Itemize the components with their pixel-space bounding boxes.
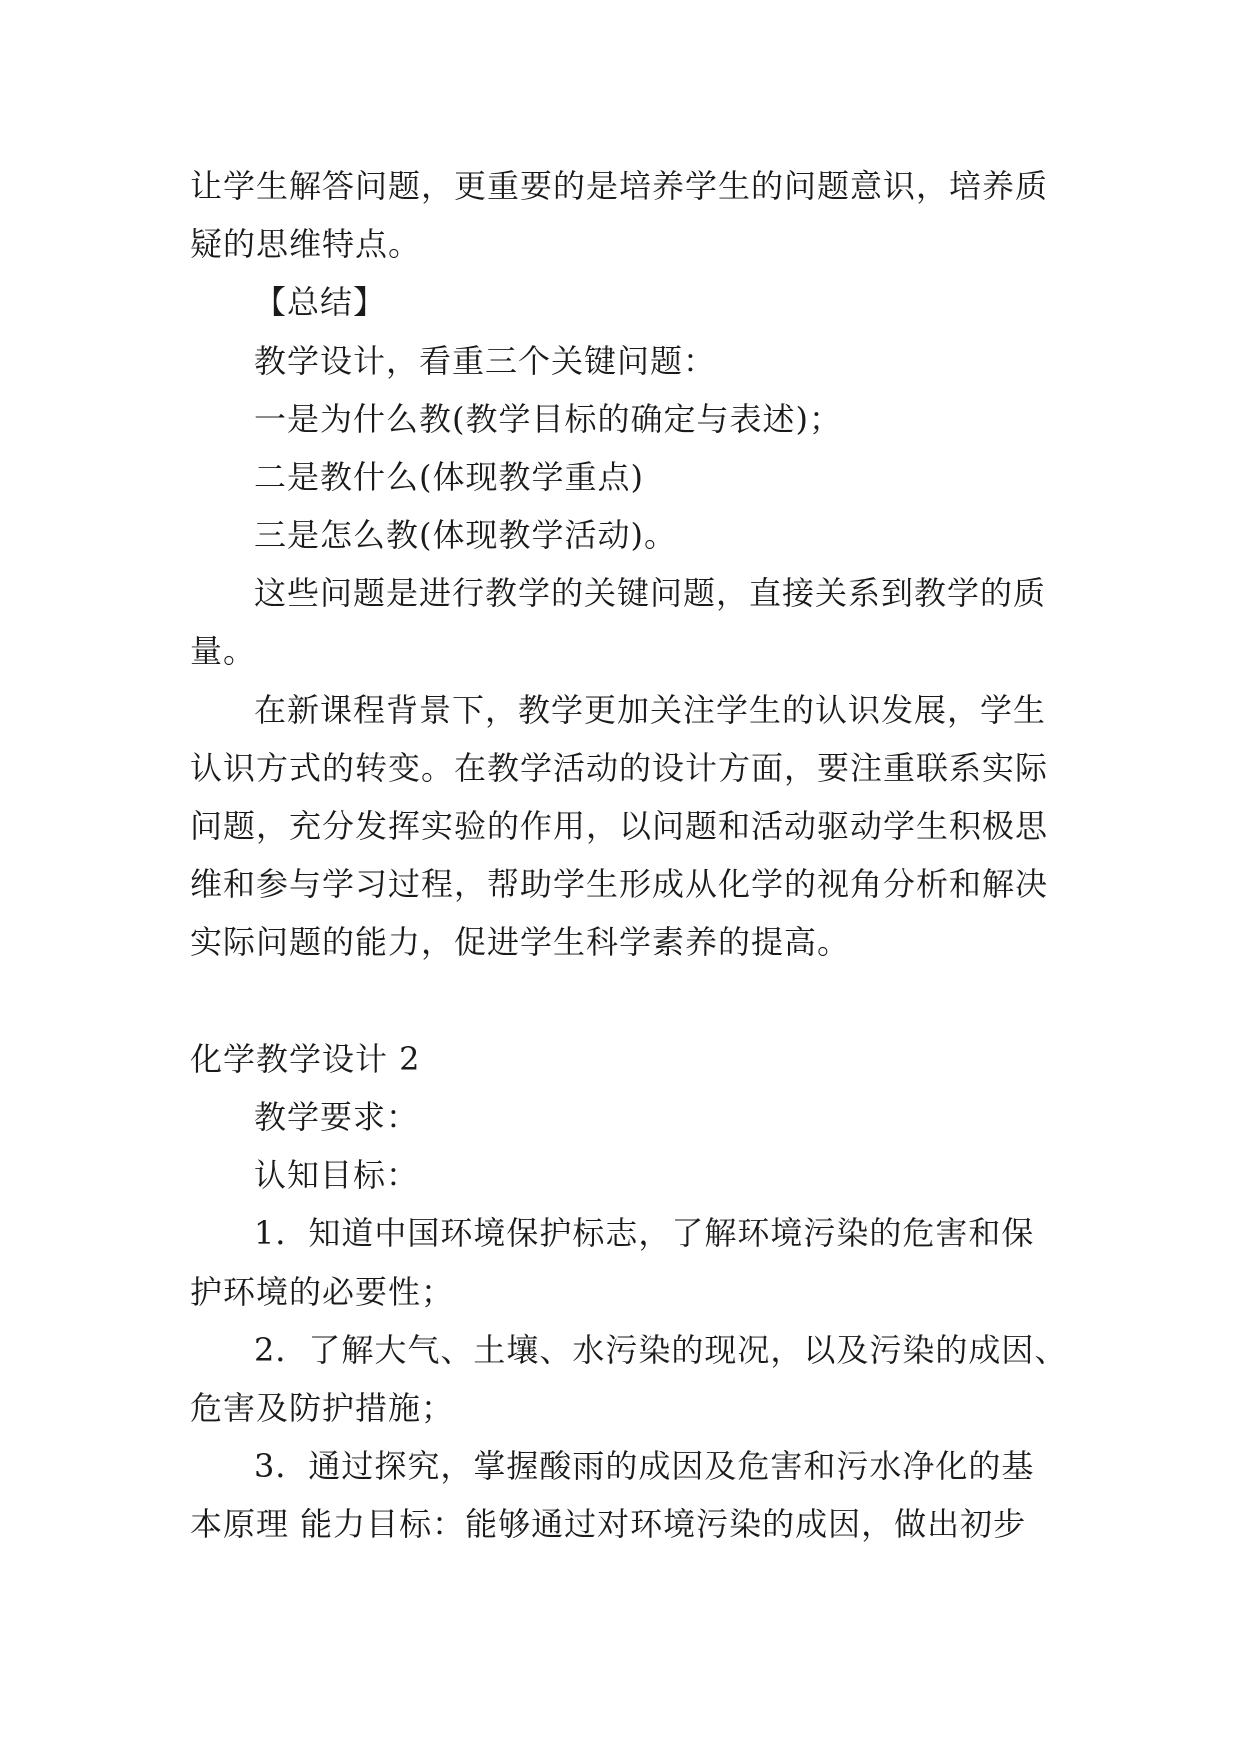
paragraph-line: 本原理 能力目标：能够通过对环境污染的成因，做出初步 [190, 1505, 1027, 1543]
list-item: 3．通过探究，掌握酸雨的成因及危害和污水净化的基 [254, 1447, 1035, 1485]
paragraph-line: 这些问题是进行教学的关键问题，直接关系到教学的质 [254, 574, 1047, 612]
paragraph-line: 在新课程背景下，教学更加关注学生的认识发展，学生 [254, 691, 1047, 729]
paragraph-line: 认识方式的转变。在教学活动的设计方面，要注重联系实际 [190, 749, 1049, 787]
paragraph-line: 教学要求： [254, 1098, 420, 1136]
list-item: 二是教什么(体现教学重点) [254, 458, 644, 496]
paragraph-line: 疑的思维特点。 [190, 225, 422, 263]
paragraph-line: 实际问题的能力，促进学生科学素养的提高。 [190, 923, 851, 961]
paragraph-line: 让学生解答问题，更重要的是培养学生的问题意识，培养质 [190, 167, 1049, 205]
section-title: 化学教学设计 2 [190, 1040, 421, 1078]
paragraph-line: 认知目标： [254, 1156, 420, 1194]
paragraph-line: 维和参与学习过程，帮助学生形成从化学的视角分析和解决 [190, 865, 1049, 903]
list-item: 2．了解大气、土壤、水污染的现况，以及污染的成因、 [254, 1331, 1068, 1369]
paragraph-line: 危害及防护措施； [190, 1389, 455, 1427]
paragraph-line: 教学设计，看重三个关键问题： [254, 342, 717, 380]
paragraph-line: 问题，充分发挥实验的作用，以问题和活动驱动学生积极思 [190, 807, 1049, 845]
section-heading: 【总结】 [254, 283, 387, 321]
list-item: 1．知道中国环境保护标志，了解环境污染的危害和保 [254, 1214, 1035, 1252]
paragraph-line: 量。 [190, 632, 257, 670]
list-item: 一是为什么教(教学目标的确定与表述)； [254, 400, 842, 438]
paragraph-line: 护环境的必要性； [190, 1273, 455, 1311]
list-item: 三是怎么教(体现教学活动)。 [254, 516, 677, 554]
